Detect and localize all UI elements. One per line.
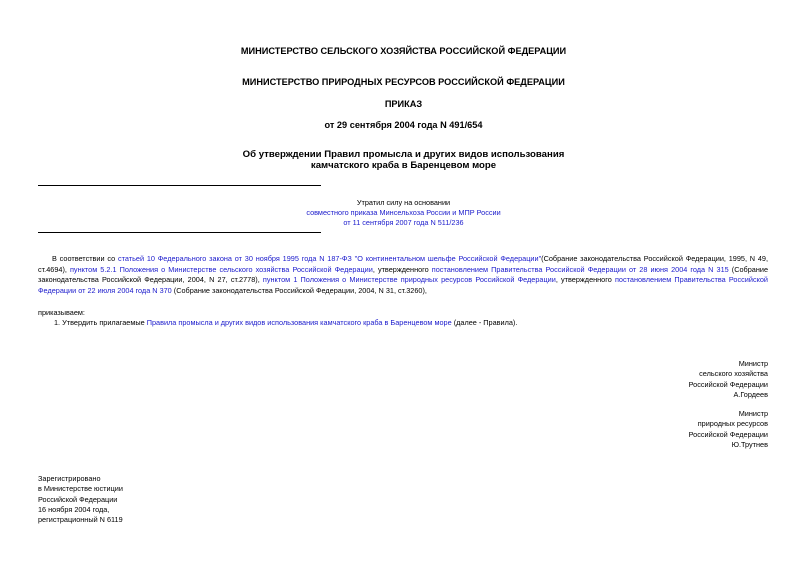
preamble-text: , утвержденного [555, 275, 615, 284]
preamble-text: В соответствии со [52, 254, 118, 263]
document-date-number: от 29 сентября 2004 года N 491/654 [324, 120, 483, 130]
document-type: ПРИКАЗ [384, 99, 423, 109]
annulment-order-link[interactable]: совместного приказа Минсельхоза России и МПР России [306, 208, 501, 217]
preamble-text: (Собрание законодательства Российской Федерации, 2004, N 27, ст.2778), [38, 264, 769, 284]
annulment-link-row-1 [0, 208, 807, 218]
registration-block [38, 474, 123, 525]
government-resolution-315-link[interactable]: постановлением Правительства Российской Федерации от 28 июня 2004 года N 315 [431, 264, 729, 274]
preamble-text: (Собрание законодательства Российской Федерации, 1995, N 49, ст.4694), [38, 254, 768, 274]
order-item-text: (далее - Правила). [451, 318, 518, 327]
annulment-link-row-2 [0, 218, 807, 228]
preamble-text: (Собрание законодательства Российской Федерации, 2004, N 31, ст.3260), [171, 285, 427, 295]
registration-line: в Министерстве юстиции [38, 484, 123, 494]
signature-natural-resources-minister [689, 409, 768, 450]
document-title-line-2: камчатского краба в Баренцевом море [310, 160, 497, 171]
signature-line: Министр [738, 359, 768, 368]
signature-line: Министр [738, 409, 768, 418]
signature-agriculture-minister [689, 359, 768, 400]
signature-line: природных ресурсов [697, 419, 768, 429]
signature-line: А.Гордеев [733, 389, 768, 399]
signature-line: Российской Федерации [688, 379, 768, 389]
signature-line: сельского хозяйства [699, 369, 768, 379]
registration-line: Зарегистрировано [38, 474, 101, 483]
divider-bottom [38, 232, 321, 233]
rules-link[interactable]: Правила промысла и других видов использования камчатского краба в Баренцевом море [146, 318, 452, 327]
ministry-heading-natural-resources: МИНИСТЕРСТВО ПРИРОДНЫХ РЕСУРСОВ РОССИЙСКОЙ ФЕДЕРАЦИИ [242, 77, 565, 87]
order-item-text: 1. Утвердить прилагаемые [54, 318, 147, 327]
agriculture-ministry-regulation-link[interactable]: пунктом 5.2.1 Положения о Министерстве сельского хозяйства Российской Федерации [69, 264, 373, 274]
federal-law-link[interactable]: статьей 10 Федерального закона от 30 ноября 1995 года N 187-ФЗ "О континентальном шельфе Российской Федерации" [117, 254, 542, 263]
registration-line: Российской Федерации [38, 494, 118, 504]
signature-line: Российской Федерации [688, 429, 768, 439]
annulment-note: Утратил силу на основании [356, 198, 451, 207]
ministry-heading-agriculture: МИНИСТЕРСТВО СЕЛЬСКОГО ХОЗЯЙСТВА РОССИЙСКОЙ ФЕДЕРАЦИИ [240, 46, 567, 56]
preamble-paragraph [38, 254, 768, 296]
registration-line: 16 ноября 2004 года, [38, 504, 110, 514]
order-item-1 [54, 318, 517, 329]
natural-resources-ministry-regulation-link[interactable]: пунктом 1 Положения о Министерстве природных ресурсов Российской Федерации [262, 275, 556, 284]
order-word: приказываем: [38, 308, 85, 317]
annulment-order-date-link[interactable]: от 11 сентября 2007 года N 511/236 [343, 218, 464, 227]
divider-top [38, 185, 321, 186]
signature-line: Ю.Трутнев [731, 439, 768, 449]
preamble-text: , утвержденного [372, 264, 432, 274]
registration-line: регистрационный N 6119 [38, 515, 123, 525]
government-resolution-370-link[interactable]: постановлением Правительства Российской Федерации от 22 июля 2004 года N 370 [38, 275, 768, 295]
document-title-line-1: Об утверждении Правил промысла и других видов использования [242, 149, 565, 160]
